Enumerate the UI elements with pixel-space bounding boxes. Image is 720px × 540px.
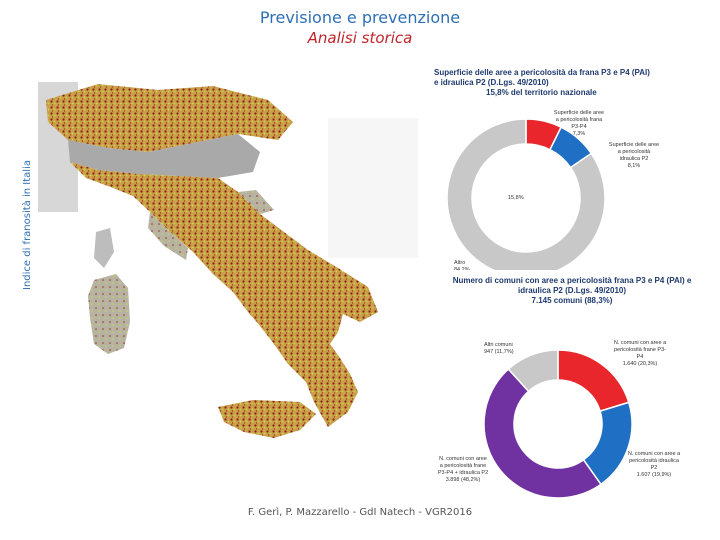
chart1-frana-label-1: Superficie delle aree — [553, 110, 605, 116]
chart2-title-line-2: idraulica P2 (D.Lgs. 49/2010) — [517, 286, 627, 295]
chart1-altro-label: Altro — [454, 260, 466, 266]
chart1-idr-value: 8,1% — [627, 163, 641, 169]
chart2-altri-label: Altri comuni — [484, 342, 513, 348]
chart1-center-annotation: 15,8% — [508, 195, 524, 201]
chart1-donut — [428, 64, 720, 272]
panel-superficie — [428, 64, 720, 272]
chart2-altri-value: 947 (11,7%) — [484, 349, 514, 355]
slide-footer: F. Gerì, P. Mazzarello - GdI Natech - VGR2016 — [247, 507, 473, 518]
chart1-frana-value: 7,3% — [572, 131, 586, 137]
chart2-idr-label-3: P2 — [650, 465, 658, 471]
chart2-title-line-3: 7.145 comuni (88,3%) — [531, 296, 613, 305]
chart1-idr-label-1: Superficie delle aree — [608, 142, 660, 148]
slide-title: Previsione e prevenzione — [259, 8, 461, 27]
chart2-title-line-1: Numero di comuni con aree a pericolosità frana P3 e P4 (PAI) e — [452, 276, 692, 285]
chart1-slice-label-idraulica — [604, 142, 664, 170]
slide-subtitle: Analisi storica — [307, 29, 413, 47]
chart2-slice-label-altri — [484, 342, 544, 356]
chart2-frane-label-1: N. comuni con aree a — [613, 340, 667, 346]
chart2-idr-label-2: pericolosità idraulica — [629, 458, 679, 464]
chart2-slice-label-idraulica — [618, 451, 690, 479]
chart2-frane-value: 1.640 (20,3%) — [622, 361, 658, 367]
chart1-idr-label-2: a pericolosità — [617, 149, 651, 155]
chart1-frana-label-2: a pericolosità frana — [555, 117, 603, 123]
chart2-both-value: 3.898 (48,2%) — [445, 477, 481, 483]
chart1-idr-label-3: idraulica P2 — [619, 156, 649, 162]
slide-title-block — [200, 8, 520, 48]
chart1-title-line-3: 15,8% del territorio nazionale — [486, 88, 597, 97]
chart2-frane-label-2: pericolosità frane P3- — [614, 347, 666, 353]
chart1-title-line-1: Superficie delle aree a pericolosità da frana P3 e P4 (PAI) — [434, 68, 650, 77]
chart2-idr-value: 1.607 (19,9%) — [636, 472, 672, 478]
chart2-slice-label-frane — [604, 340, 676, 368]
chart1-title-line-2: e idraulica P2 (D.Lgs. 49/2010) — [434, 78, 549, 87]
chart2-idr-label-1: N. comuni con aree a — [627, 451, 681, 457]
chart1-slice-label-frana — [544, 110, 614, 138]
chart2-slice-label-both — [428, 456, 498, 484]
italy-landslide-map — [38, 82, 430, 445]
panel-comuni — [428, 270, 720, 500]
map-vertical-label: Indice di franosità in Italia — [22, 160, 33, 290]
chart1-frana-label-3: P3-P4 — [571, 124, 587, 130]
chart2-both-label-1: N. comuni con aree — [439, 456, 487, 462]
chart2-both-label-2: a pericolosità frane — [439, 463, 487, 469]
chart2-frane-label-3: P4 — [636, 354, 644, 360]
chart2-both-label-3: P3-P4 + idraulica P2 — [437, 470, 489, 476]
